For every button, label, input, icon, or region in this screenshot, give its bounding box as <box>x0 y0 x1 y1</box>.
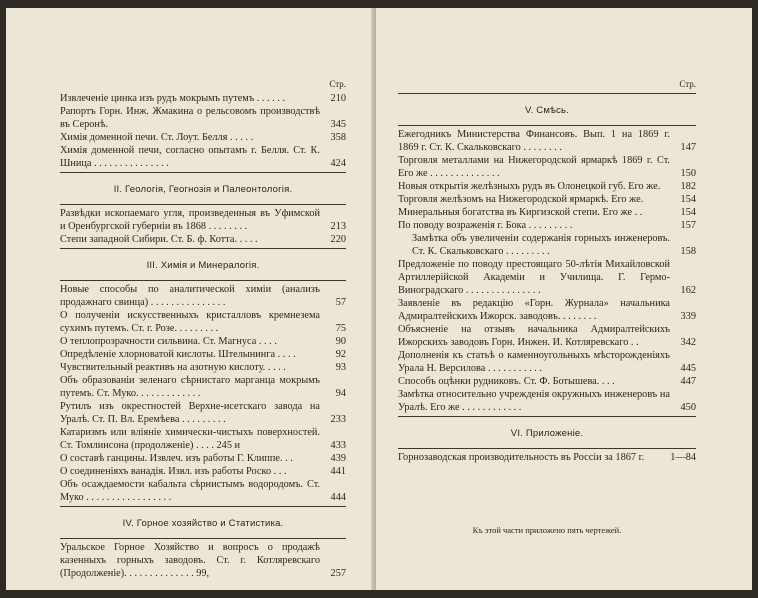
toc-entry-page: 220 <box>330 234 346 245</box>
toc-entry-page: 182 <box>680 181 696 192</box>
toc-entry-page: 233 <box>330 414 346 425</box>
toc-entry-title: Дополненія къ статьѣ о каменноугольныхъ мѣсторожденіяхъ Урала Н. Версилова . . . . . . . . . . . <box>398 350 670 374</box>
toc-entry <box>60 452 346 465</box>
toc-entry-title: Объ образованіи зеленаго сѣрнистаго марганца мокрымъ путемъ. Ст. Муко. . . . . . . . . . . . . <box>60 375 320 399</box>
toc-entry-page: 92 <box>335 349 346 360</box>
toc-entry <box>398 451 696 464</box>
toc-entry-page: 94 <box>335 388 346 399</box>
toc-entry-page: 157 <box>680 220 696 231</box>
toc-entry <box>60 207 346 233</box>
section-rule <box>60 506 346 507</box>
toc-entry-page: 345 <box>330 119 346 130</box>
toc-entry-page: 162 <box>680 285 696 296</box>
section-heading-misc: V. Смѣсь. <box>524 105 570 116</box>
section-rule <box>60 538 346 539</box>
toc-entry <box>60 426 346 452</box>
section-rule <box>60 248 346 249</box>
toc-entry-title: Опредѣленіе хлорноватой кислоты. Штелынинга . . . . <box>60 349 296 360</box>
page-column-header: Стр. <box>329 79 346 89</box>
toc-entry-title: Рапортъ Горн. Инж. Жмакина о рельсовомъ производствѣ въ Серонѣ. <box>60 106 320 130</box>
toc-entry <box>398 375 696 388</box>
toc-entry <box>60 348 346 361</box>
toc-entry-title: Катаризмъ или вліяніе химически-чистыхъ поверхностей. Ст. Томлинсона (продолженіе) . . . . 245 и <box>60 427 320 451</box>
toc-entry-title: Замѣтка относительно учрежденія окружныхъ инженеровъ на Уралѣ. Его же . . . . . . . . . . . . <box>398 389 670 413</box>
toc-entry <box>398 349 696 375</box>
toc-entry <box>60 283 346 309</box>
toc-entry-page: 75 <box>335 323 346 334</box>
toc-entry-page: 445 <box>680 363 696 374</box>
toc-entry <box>398 258 696 297</box>
left-toc-column <box>60 78 346 580</box>
toc-entry-page: 450 <box>680 402 696 413</box>
toc-entry <box>398 297 696 323</box>
toc-entry-title: О соединеніяхъ ванадія. Извл. изъ работы Роско . . . <box>60 466 287 477</box>
section-heading-chemistry: III. Химія и Минералогія. <box>146 260 260 271</box>
section-rule <box>398 125 696 126</box>
toc-entry <box>398 154 696 180</box>
toc-entry <box>398 206 696 219</box>
toc-entry-page: 57 <box>335 297 346 308</box>
toc-entry-title: Предложеніе по поводу престоящаго 50-лѣтія Михайловской Артиллерійской Академіи и Училища. Г. Гермо-Виноградскаго . . . . . . . . . . . . . . . <box>398 259 670 296</box>
toc-entry <box>398 128 696 154</box>
page-column-header: Стр. <box>679 79 696 89</box>
toc-entry-page: 154 <box>680 207 696 218</box>
toc-entry-title: Горнозаводская производительность въ Россіи за 1867 г. <box>398 452 645 463</box>
toc-entry-title: Развѣдки ископаемаго угля, произведенныя въ Уфимской и Оренбургской губерніи въ 1868 . . . . . . . . <box>60 208 320 232</box>
toc-entry-title: Заявленіе въ редакцію «Горн. Журнала» начальника Адмиралтейскихъ Ижорск. заводовъ. . . . . . . . <box>398 298 670 322</box>
toc-entry-title: Минеральныя богатства въ Киргизской степи. Его же . . <box>398 207 643 218</box>
toc-entry-page: 424 <box>330 158 346 169</box>
toc-entry-page: 358 <box>330 132 346 143</box>
toc-entry-page: 210 <box>330 93 346 104</box>
toc-entry-title: По поводу возраженія г. Бока . . . . . . . . . <box>398 220 573 231</box>
toc-entry <box>398 388 696 414</box>
toc-entry-page: 439 <box>330 453 346 464</box>
toc-entry-page: 433 <box>330 440 346 451</box>
section-rule <box>398 93 696 94</box>
toc-entry <box>60 374 346 400</box>
section-heading-appendix: VI. Приложеніе. <box>510 428 584 439</box>
section-heading-geology: II. Геологія, Геогнозія и Палеонтологія. <box>113 184 293 195</box>
toc-entry-page: 444 <box>330 492 346 503</box>
toc-entry <box>398 219 696 232</box>
toc-entry <box>60 541 346 580</box>
right-toc-column <box>398 78 696 537</box>
toc-entry-page: 441 <box>330 466 346 477</box>
toc-entry <box>60 361 346 374</box>
entries-chemistry <box>60 283 346 504</box>
toc-entry <box>60 335 346 348</box>
toc-entry-page: 90 <box>335 336 346 347</box>
toc-entry-title: Способъ оцѣнки рудниковъ. Ст. Ф. Ботышева. . . . <box>398 376 615 387</box>
toc-entry-title: Уральское Горное Хозяйство и вопросъ о продажѣ казенныхъ горныхъ заводовъ. Ст. г. Котляревскаго (Продолженіе). . . . . . . . . . . . . . 99, <box>60 542 320 579</box>
toc-entry <box>60 309 346 335</box>
toc-entry-title: Новыя открытія желѣзныхъ рудъ въ Олонецкой губ. Его же. <box>398 181 661 192</box>
section-rule <box>60 172 346 173</box>
toc-entry-page: 150 <box>680 168 696 179</box>
toc-entry-page: 342 <box>680 337 696 348</box>
toc-entry-page: 93 <box>335 362 346 373</box>
entries-appendix <box>398 451 696 464</box>
toc-entry-title: О составѣ ганцины. Извлеч. изъ работы Г. Клиппе. . . <box>60 453 293 464</box>
toc-entry-title: Чувствительный реактивъ на азотную кислоту. . . . . <box>60 362 286 373</box>
section-rule <box>60 280 346 281</box>
toc-entry <box>60 105 346 131</box>
section-heading-mining: IV. Горное хозяйство и Статистика. <box>122 518 284 529</box>
right-page <box>376 8 752 590</box>
toc-entry-title: Химія доменной печи, согласно опытамъ г. Белля. Ст. К. Шница . . . . . . . . . . . . . . . <box>60 145 320 169</box>
toc-entry <box>60 131 346 144</box>
toc-entry <box>60 233 346 246</box>
toc-entry-title: О полученіи искусственныхъ кристалловъ кремнезема сухимъ путемъ. Ст. г. Розе. . . . . . . . . <box>60 310 320 334</box>
toc-entry-title: О теплопрозрачности сильвина. Ст. Магнуса . . . . <box>60 336 277 347</box>
toc-entry <box>60 92 346 105</box>
entries-misc <box>398 128 696 414</box>
entries-mining <box>60 541 346 580</box>
toc-entry-title: Рутилъ изъ окрестностей Верхне-исетскаго завода на Уралѣ. Ст. П. Вл. Еремѣева . . . . . . . . . <box>60 401 320 425</box>
toc-entry-title: Объ осаждаемости кабальта сѣрнистымъ водородомъ. Ст. Муко . . . . . . . . . . . . . . . . . <box>60 479 320 503</box>
toc-entry-page: 213 <box>330 221 346 232</box>
entries-top <box>60 92 346 170</box>
toc-entry-title: Объясненіе на отзывъ начальника Адмиралтейскихъ Ижорскихъ заводовъ Горн. Инжен. И. Котляревскаго . . <box>398 324 670 348</box>
toc-entry <box>60 400 346 426</box>
toc-entry-title: Химія доменной печи. Ст. Лоут. Белля . . . . . <box>60 132 254 143</box>
entries-geology <box>60 207 346 246</box>
left-page <box>6 8 376 590</box>
toc-entry-title: Ежегодникъ Министерства Финансовъ. Вып. 1 на 1869 г. 1869 г. Ст. К. Скальковскаго . . . . . . . . <box>398 129 670 153</box>
toc-entry-page: 257 <box>330 568 346 579</box>
toc-entry-page: 154 <box>680 194 696 205</box>
toc-entry-page: 447 <box>680 376 696 387</box>
section-rule <box>398 448 696 449</box>
toc-entry-title: Извлеченіе цинка изъ рудъ мокрымъ путемъ . . . . . . <box>60 93 286 104</box>
toc-entry <box>60 144 346 170</box>
toc-entry-title: Торговля металлами на Нижегородской ярмаркѣ 1869 г. Ст. Его же . . . . . . . . . . . . . . <box>398 155 670 179</box>
toc-entry <box>398 180 696 193</box>
toc-entry <box>60 478 346 504</box>
toc-entry-page: 339 <box>680 311 696 322</box>
section-rule <box>60 204 346 205</box>
toc-entry-title: Торговля желѣзомъ на Нижегородской ярмаркѣ. Его же. <box>398 194 644 205</box>
toc-entry <box>398 232 696 258</box>
toc-entry-title: Замѣтка объ увеличеніи содержанія горныхъ инженеровъ. Ст. К. Скальковскаго . . . . . . . . . <box>412 233 670 257</box>
toc-entry <box>398 193 696 206</box>
toc-entry-page: 1—84 <box>670 452 696 463</box>
toc-entry-page: 158 <box>680 246 696 257</box>
section-rule <box>398 416 696 417</box>
toc-entry-title: Степи западной Сибири. Ст. Б. ф. Котта. . . . . <box>60 234 258 245</box>
toc-entry <box>60 465 346 478</box>
drawings-note: Къ этой части приложено пять чертежей. <box>472 525 622 535</box>
toc-entry <box>398 323 696 349</box>
toc-entry-title: Новые способы по аналитической химіи (анализъ продажнаго свинца) . . . . . . . . . . . . . . . <box>60 284 320 308</box>
toc-entry-page: 147 <box>680 142 696 153</box>
